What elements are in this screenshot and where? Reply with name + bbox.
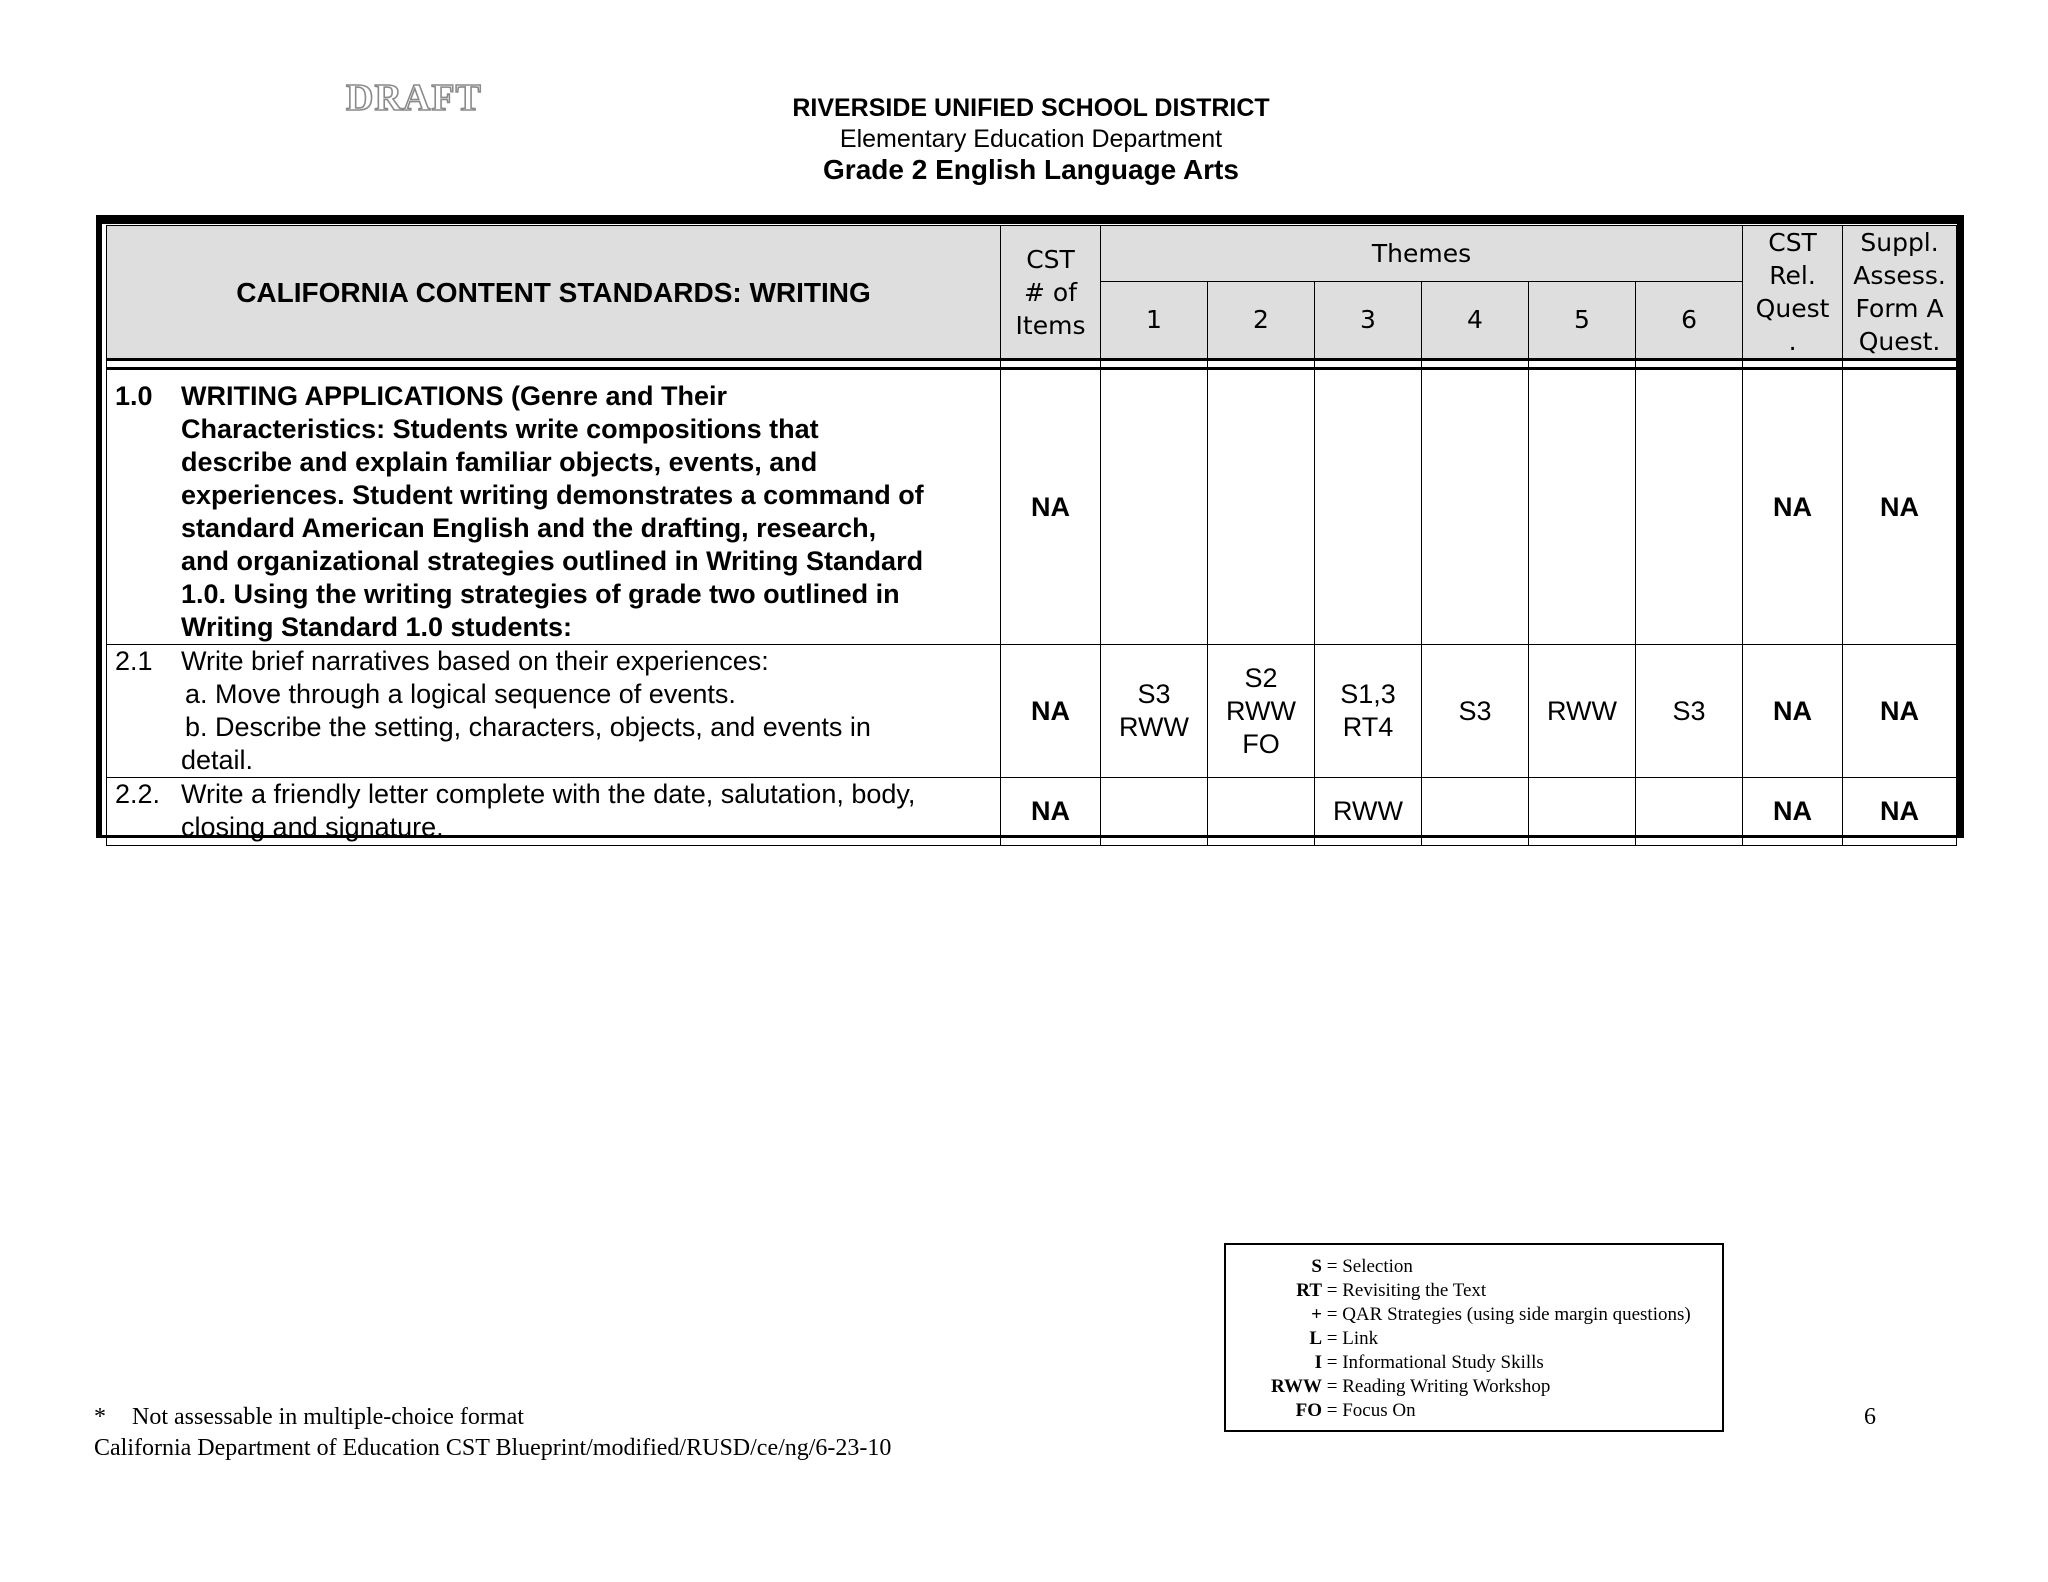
standard-number: 2.1 bbox=[115, 646, 153, 676]
abbreviation-legend bbox=[1224, 1243, 1724, 1432]
cst-items-value: NA bbox=[1001, 778, 1101, 846]
source-note: California Department of Education CST Blueprint/modified/RUSD/ce/ng/6-23-10 bbox=[94, 1435, 892, 1461]
theme-value bbox=[1422, 369, 1529, 645]
theme-value: RWW bbox=[1315, 778, 1422, 846]
theme-value: S3 RWW bbox=[1101, 645, 1208, 778]
theme-value: S3 bbox=[1636, 645, 1743, 778]
draft-watermark: DRAFT bbox=[346, 77, 482, 119]
theme-number: 5 bbox=[1529, 281, 1636, 359]
theme-value: S1,3 RT4 bbox=[1315, 645, 1422, 778]
standard-description: 1.0 WRITING APPLICATIONS (Genre and Their Characteristics: Students write compositions that describe and explain familiar objects, events, and experiences. Student writing demonstrates a command of standard American English and the drafting, research, and organizational strategies outlined in Writing Standard 1.0. Using the writing strategies of grade two outlined in Writing Standard 1.0 students: bbox=[107, 369, 1001, 645]
theme-value bbox=[1208, 369, 1315, 645]
suppl-value: NA bbox=[1843, 645, 1957, 778]
cst-items-value: NA bbox=[1001, 369, 1101, 645]
theme-value bbox=[1208, 778, 1315, 846]
legend-item: L = Link bbox=[1309, 1328, 1379, 1349]
table-row bbox=[107, 778, 1957, 846]
standard-number: 1.0 bbox=[115, 381, 153, 411]
theme-value: RWW bbox=[1529, 645, 1636, 778]
theme-value bbox=[1422, 778, 1529, 846]
header-separator bbox=[107, 360, 1957, 369]
standards-table bbox=[106, 225, 1957, 846]
legend-item: + = QAR Strategies (using side margin questions) bbox=[1311, 1304, 1691, 1325]
subject-title: Grade 2 English Language Arts bbox=[823, 154, 1239, 185]
theme-value bbox=[1636, 778, 1743, 846]
table-row bbox=[107, 645, 1957, 778]
theme-value bbox=[1315, 369, 1422, 645]
theme-value: S2 RWW FO bbox=[1208, 645, 1315, 778]
theme-number: 4 bbox=[1422, 281, 1529, 359]
cst-rel-value: NA bbox=[1743, 645, 1843, 778]
legend-item: RWW = Reading Writing Workshop bbox=[1270, 1376, 1551, 1397]
theme-value bbox=[1529, 778, 1636, 846]
cst-rel-quest-header: CST Rel. Quest . bbox=[1743, 226, 1843, 360]
page-number: 6 bbox=[1864, 1404, 1876, 1430]
legend-item: FO = Focus On bbox=[1295, 1400, 1416, 1421]
cst-items-value: NA bbox=[1001, 645, 1101, 778]
district-title: RIVERSIDE UNIFIED SCHOOL DISTRICT bbox=[792, 94, 1270, 122]
theme-value bbox=[1101, 369, 1208, 645]
theme-value bbox=[1636, 369, 1743, 645]
legend-item: I = Informational Study Skills bbox=[1314, 1352, 1544, 1373]
suppl-value: NA bbox=[1843, 369, 1957, 645]
theme-number: 6 bbox=[1636, 281, 1743, 359]
suppl-value: NA bbox=[1843, 778, 1957, 846]
legend-item: S = Selection bbox=[1311, 1256, 1413, 1277]
suppl-assess-header: Suppl. Assess. Form A Quest. bbox=[1843, 226, 1957, 360]
standard-number: 2.2. bbox=[115, 779, 161, 809]
theme-number: 3 bbox=[1315, 281, 1422, 359]
legend-item: RT = Revisiting the Text bbox=[1296, 1280, 1487, 1301]
standards-title: CALIFORNIA CONTENT STANDARDS: WRITING bbox=[107, 226, 1001, 360]
table-row bbox=[107, 369, 1957, 645]
themes-header: Themes bbox=[1101, 226, 1743, 282]
cst-items-header: CST # of Items bbox=[1001, 226, 1101, 360]
department-title: Elementary Education Department bbox=[839, 125, 1223, 153]
theme-number: 1 bbox=[1101, 281, 1208, 359]
theme-number: 2 bbox=[1208, 281, 1315, 359]
cst-rel-value: NA bbox=[1743, 369, 1843, 645]
theme-value bbox=[1529, 369, 1636, 645]
theme-value: S3 bbox=[1422, 645, 1529, 778]
standard-description: 2.1 Write brief narratives based on their experiences: a. Move through a logical sequence of events. b. Describe the setting, characters, objects, and events in detail. bbox=[107, 645, 1001, 778]
footnote: * Not assessable in multiple-choice format bbox=[94, 1404, 524, 1430]
standard-description: 2.2. Write a friendly letter complete with the date, salutation, body, closing and signature. bbox=[107, 778, 1001, 846]
theme-value bbox=[1101, 778, 1208, 846]
cst-rel-value: NA bbox=[1743, 778, 1843, 846]
